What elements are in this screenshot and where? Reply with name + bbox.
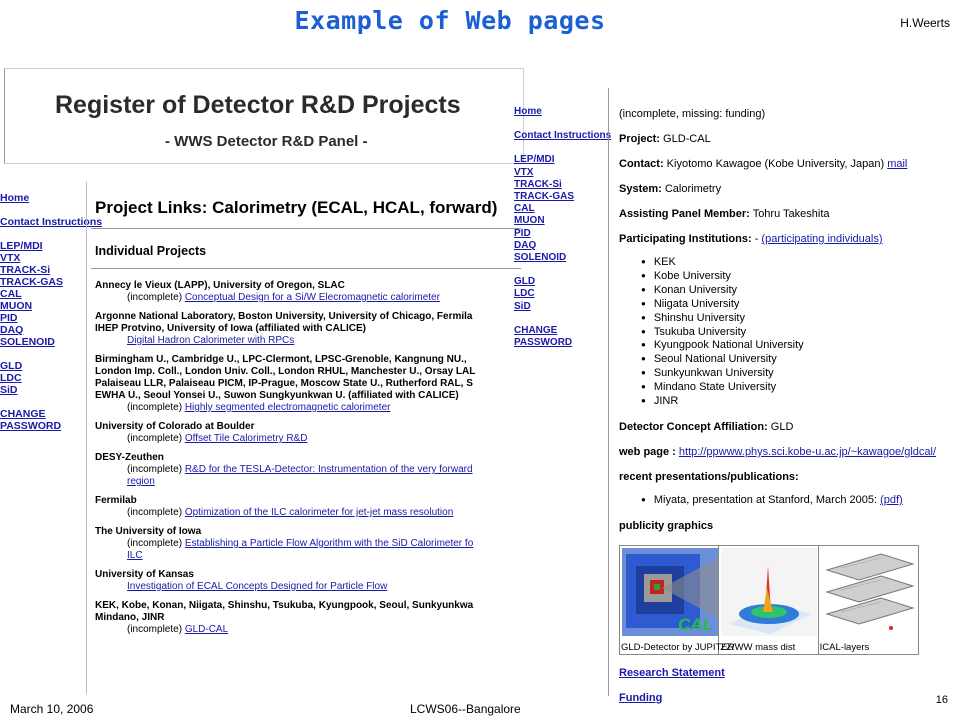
project-link[interactable]: GLD-CAL (184, 624, 229, 635)
divider (91, 228, 521, 229)
project-institutions: KEK, Kobe, Konan, Niigata, Shinshu, Tsukuba, Kyungpook, Seoul, Sunkyunkwa (95, 600, 474, 611)
project-status: (incomplete) (127, 464, 183, 475)
web-page-label: web page : (619, 445, 676, 458)
project-link[interactable]: Offset Tile Calorimetry R&D (184, 433, 308, 444)
nav-link-gld[interactable]: GLD (514, 276, 536, 288)
project-institutions: Fermilab (95, 495, 137, 506)
institution-item: ● Kobe University (641, 270, 959, 284)
project-link-row (95, 476, 525, 488)
nav-link-daq[interactable]: DAQ (0, 324, 24, 336)
project-link-row (95, 292, 525, 304)
institution-item: ● JINR (641, 395, 959, 409)
project-status: (incomplete) (127, 292, 183, 303)
project-institutions: DESY-Zeuthen (95, 452, 164, 463)
project-link[interactable]: Highly segmented electromagnetic calorimeter (184, 402, 391, 413)
nav-link-home[interactable]: Home (0, 192, 30, 204)
project-status: (incomplete) (127, 538, 183, 549)
slide-title: Example of Web pages (294, 6, 606, 35)
nav-link-solenoid[interactable]: SOLENOID (514, 252, 567, 264)
individual-projects-heading: Individual Projects (95, 244, 207, 258)
project-entry (95, 495, 525, 519)
publication-text: Miyata, presentation at Stanford, March 2005: (653, 493, 878, 506)
project-entry (95, 421, 525, 445)
nav-link-lep-mdi[interactable]: LEP/MDI (0, 240, 43, 252)
project-link[interactable]: Conceptual Design for a Si/W Elecromagnetic calorimeter (184, 292, 440, 303)
panel-member-value: Tohru Takeshita (752, 208, 830, 220)
footer-event: LCWS06--Bangalore (410, 702, 521, 716)
project-status: (incomplete) (127, 433, 183, 444)
project-link-row (95, 464, 525, 476)
nav-link-ldc[interactable]: LDC (0, 372, 22, 384)
nav-link-ldc[interactable]: LDC (514, 288, 535, 300)
publication-item (641, 494, 959, 508)
banner-subtitle: - WWS Detector R&D Panel - (165, 133, 368, 150)
contact-label: Contact: (619, 158, 664, 170)
project-entry (95, 600, 525, 636)
mail-link[interactable]: mail (887, 158, 908, 170)
nav-link-vtx[interactable]: VTX (0, 252, 21, 264)
funding-link[interactable]: Funding (619, 691, 663, 704)
publications-label: recent presentations/publications: (619, 470, 799, 483)
project-link[interactable]: Investigation of ECAL Concepts Designed for Particle Flow (127, 581, 388, 592)
institutions-dash: - (754, 233, 759, 245)
project-entry (95, 526, 525, 562)
project-status: (incomplete) (127, 507, 183, 518)
footer-date: March 10, 2006 (10, 702, 94, 716)
project-entry (95, 452, 525, 488)
project-link[interactable]: Establishing a Particle Flow Algorithm with the SiD Calorimeter fo (184, 538, 474, 549)
page-number: 16 (935, 694, 948, 706)
project-page-sidebar (514, 106, 612, 349)
project-institutions: Mindano, JINR (95, 612, 165, 623)
nav-link-sid[interactable]: SiD (514, 300, 531, 312)
project-link-row (95, 335, 525, 347)
contact-value: Kiyotomo Kawagoe (Kobe University, Japan) (666, 158, 885, 170)
divider (91, 268, 521, 269)
institution-item: ● Niigata University (641, 298, 959, 312)
project-status: (incomplete) (127, 624, 183, 635)
nav-link-track-gas[interactable]: TRACK-GAS (514, 191, 574, 203)
pdf-link[interactable]: (pdf) (880, 493, 903, 506)
project-entry (95, 311, 525, 347)
project-institutions: Birmingham U., Cambridge U., LPC-Clermont, LPSC-Grenoble, Kangnung NU., (95, 354, 467, 365)
concept-label: Detector Concept Affiliation: (619, 420, 768, 433)
project-link-row (95, 433, 525, 445)
project-institutions: Annecy le Vieux (LAPP), University of Oregon, SLAC (95, 280, 345, 291)
system-value: Calorimetry (664, 183, 722, 195)
register-sidebar (0, 192, 103, 432)
graphic-caption: ZZ/WW mass dist (720, 641, 796, 653)
nav-link-cal[interactable]: CAL (0, 288, 22, 300)
nav-link-cal[interactable]: CAL (514, 203, 535, 215)
project-link-row (95, 507, 525, 519)
nav-link-pid[interactable]: PID (0, 312, 18, 324)
research-statement-link[interactable]: Research Statement (619, 666, 725, 679)
nav-link-track-si[interactable]: TRACK-Si (0, 264, 51, 276)
nav-link-solenoid[interactable]: SOLENOID (0, 336, 55, 348)
project-institutions: IHEP Protvino, University of Iowa (affiliated with CALICE) (95, 323, 366, 334)
nav-link-lep-mdi[interactable]: LEP/MDI (514, 154, 555, 166)
institution-item: ● Konan University (641, 284, 959, 298)
project-entry (95, 280, 525, 304)
nav-link-track-gas[interactable]: TRACK-GAS (0, 276, 63, 288)
mass-distribution-image (721, 548, 817, 636)
nav-link-home[interactable]: Home (514, 106, 542, 117)
project-link[interactable]: Optimization of the ILC calorimeter for jet-jet mass resolution (184, 507, 454, 518)
nav-link-password[interactable]: PASSWORD (514, 337, 573, 349)
graphic-detector[interactable] (620, 546, 735, 654)
web-page-row (619, 446, 959, 459)
panel-member-label: Assisting Panel Member: (619, 208, 750, 220)
project-row (619, 133, 959, 146)
institution-item: ● Shinshu University (641, 312, 959, 326)
project-link[interactable]: ILC (127, 550, 143, 561)
project-link-row (95, 550, 525, 562)
nav-link-contact[interactable]: Contact Instructions (514, 130, 612, 142)
nav-link-password[interactable]: PASSWORD (0, 420, 62, 432)
project-link[interactable]: region (127, 476, 155, 487)
nav-link-muon[interactable]: MUON (0, 300, 33, 312)
concept-value: GLD (770, 420, 794, 433)
institution-item: ● Mindano State University (641, 381, 959, 395)
project-list (95, 280, 525, 643)
register-main-content (86, 182, 526, 694)
nav-link-track-si[interactable]: TRACK-Si (514, 178, 562, 190)
graphic-ical-layers[interactable] (819, 546, 918, 654)
system-row (619, 183, 959, 196)
project-institutions: University of Colorado at Boulder (95, 421, 255, 432)
institution-item: ● Kyungpook National University (641, 339, 959, 353)
register-banner (4, 68, 524, 164)
project-institutions: The University of Iowa (95, 526, 202, 537)
project-link-row (95, 402, 525, 414)
institution-item: ● Seoul National University (641, 353, 959, 367)
nav-link-change[interactable]: CHANGE (0, 408, 46, 420)
project-link[interactable]: Digital Hadron Calorimeter with RPCs (127, 335, 295, 346)
register-page-screenshot (0, 62, 526, 694)
banner-title: Register of Detector R&D Projects (55, 91, 461, 119)
project-value: GLD-CAL (663, 133, 711, 145)
cal-overlay-text: CAL (678, 614, 713, 634)
project-institutions: EWHA U., Seoul Yonsei U., Suwon Sungkyunkwan U. (affiliated with CALICE) (95, 390, 459, 401)
institution-item: ● Tsukuba University (641, 326, 959, 340)
publicity-graphics (619, 545, 919, 655)
participating-individuals-link[interactable]: (participating individuals) (761, 233, 883, 245)
project-institutions: London Imp. Coll., London Univ. Coll., London RHUL, Manchester U., Orsay LAL (95, 366, 476, 377)
project-link-row (95, 581, 525, 593)
nav-link-change[interactable]: CHANGE (514, 324, 558, 336)
project-label: Project: (619, 133, 660, 145)
project-link-row (95, 538, 525, 550)
web-page-link[interactable]: http://ppwww.phys.sci.kobe-u.ac.jp/~kawagoe/gldcal/ (678, 445, 937, 458)
detector-image (622, 548, 718, 636)
project-link-row (95, 624, 525, 636)
project-entry (95, 354, 525, 414)
concept-row (619, 421, 959, 434)
nav-link-sid[interactable]: SiD (0, 384, 18, 396)
project-status: (incomplete) (127, 402, 183, 413)
ical-layers-image (821, 548, 917, 636)
graphics-label: publicity graphics (619, 519, 714, 532)
contact-row (619, 158, 959, 171)
project-institutions: Argonne National Laboratory, Boston University, University of Chicago, Fermila (95, 311, 473, 322)
institution-item: ● Sunkyunkwan University (641, 367, 959, 381)
author-name: H.Weerts (900, 16, 950, 30)
institution-list (641, 256, 959, 409)
nav-link-daq[interactable]: DAQ (514, 239, 537, 251)
nav-link-contact[interactable]: Contact Instructions (0, 216, 103, 228)
incomplete-note: (incomplete, missing: funding) (619, 108, 766, 120)
system-label: System: (619, 183, 662, 195)
nav-link-vtx[interactable]: VTX (514, 166, 534, 178)
nav-link-gld[interactable]: GLD (0, 360, 23, 372)
nav-link-pid[interactable]: PID (514, 227, 531, 239)
projects-heading: Project Links: Calorimetry (ECAL, HCAL, forward) (95, 198, 498, 217)
publication-list (641, 494, 959, 508)
project-entry (95, 569, 525, 593)
project-link[interactable]: R&D for the TESLA-Detector: Instrumentation of the very forward (184, 464, 473, 475)
graphic-mass-dist[interactable] (719, 546, 818, 654)
panel-member-row (619, 208, 959, 221)
graphic-caption: ICAL-layers (819, 641, 870, 653)
institution-item: ● KEK (641, 256, 959, 270)
nav-link-muon[interactable]: MUON (514, 215, 545, 227)
project-institutions: University of Kansas (95, 569, 194, 580)
graphic-caption: GLD-Detector by JUPITER (621, 641, 735, 653)
project-institutions: Palaiseau LLR, Palaiseau PICM, IP-Prague, Moscow State U., Rutherford RAL, S (95, 378, 473, 389)
institutions-label: Participating Institutions: (619, 233, 752, 245)
institutions-row (619, 233, 959, 246)
